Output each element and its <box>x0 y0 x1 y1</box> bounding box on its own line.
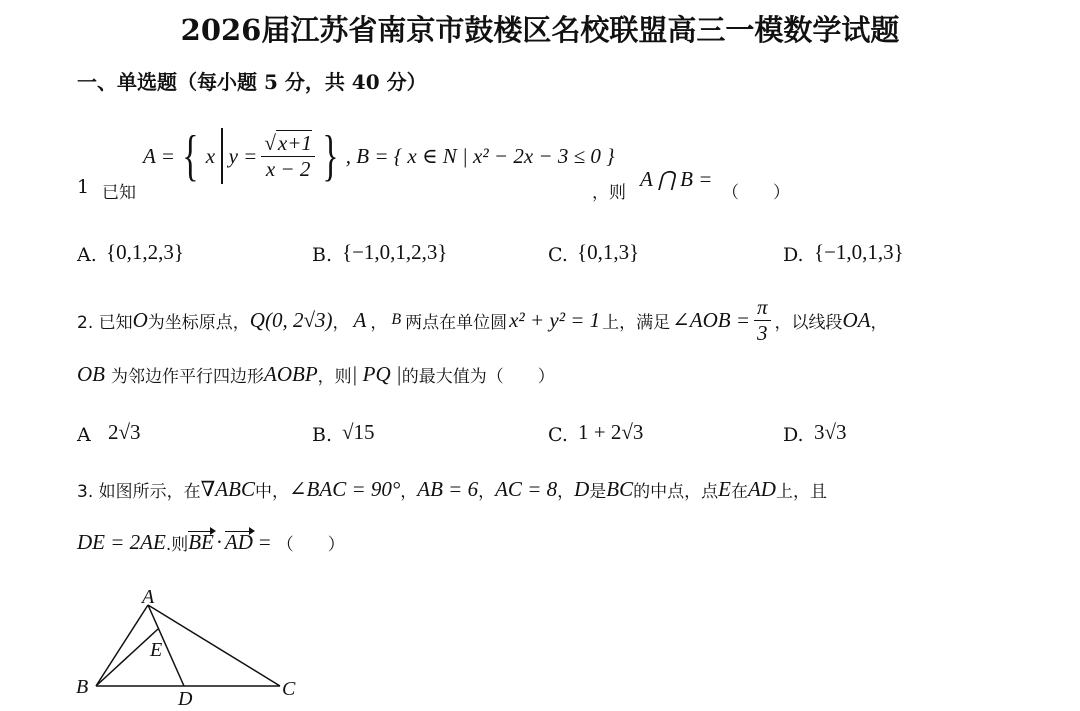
q1-set-a-y: y = <box>228 143 258 168</box>
q3-line-1 <box>77 477 827 502</box>
q2-text-8: ， <box>870 312 888 333</box>
q2-pq: | PQ | <box>351 362 402 386</box>
q3-text-4: ， <box>478 482 496 502</box>
q2-b: B <box>391 311 402 328</box>
q2-text-11: 的最大值为（ ） <box>401 367 555 387</box>
q3-ab: AB = 6 <box>417 477 479 501</box>
q3-triangle-figure <box>70 583 310 708</box>
label-c: C <box>282 678 296 700</box>
q3-vector-be: BE <box>188 530 214 554</box>
q1-set-b: , B = { x ∈ N | x² − 2x − 3 ≤ 0 } <box>345 143 615 168</box>
q2-pi-num: π <box>754 295 771 321</box>
q3-dot: · <box>215 530 223 554</box>
q2-option-d-label[interactable]: D. <box>783 424 804 446</box>
set-divider <box>221 128 223 184</box>
q1-set-a-x: x <box>205 143 216 168</box>
q2-angle: ∠AOB = <box>672 307 751 332</box>
q3-d: D <box>574 477 590 501</box>
q1-option-a-value[interactable]: {0,1,2,3} <box>106 240 184 264</box>
edge-ac <box>148 605 280 686</box>
q2-text-5: 两点在单位圆 <box>405 312 508 333</box>
q1-ask: A ⋂ B = <box>640 167 713 191</box>
q3-text-7: 的中点，点 <box>633 482 719 502</box>
q1-blank: （ ） <box>722 183 790 203</box>
q1-option-d-value[interactable]: {−1,0,1,3} <box>814 240 904 264</box>
q1-option-c-value[interactable]: {0,1,3} <box>577 240 640 264</box>
q2-option-d-value[interactable]: 3√3 <box>814 420 847 444</box>
q2-text-4: ， <box>370 312 388 333</box>
q3-line-2 <box>77 530 345 555</box>
q2-option-b-value[interactable]: √15 <box>342 420 375 444</box>
q1-option-c-label[interactable]: C. <box>548 244 568 266</box>
q1-set-a-lhs: A = <box>143 143 175 168</box>
q2-line-1 <box>77 292 888 348</box>
q1-option-d-label[interactable]: D. <box>783 244 804 266</box>
q3-equals: = <box>258 530 271 554</box>
q3-text-3: ， <box>400 482 418 502</box>
q2-pi-fraction <box>754 295 771 346</box>
q2-option-a-value[interactable]: 2√3 <box>108 420 141 444</box>
q3-bc: BC <box>606 477 634 501</box>
q2-q-point: Q(0, 2√3) <box>249 307 333 332</box>
q2-text-6: 上，满足 <box>602 312 671 333</box>
q1-fraction: $\frac{√x+1}{x - 2}$ <box>261 131 315 182</box>
q1-fraction-num: x+1 <box>277 130 312 155</box>
q3-vector-ad: AD <box>224 530 253 554</box>
q1-option-a-label[interactable]: A. <box>77 244 97 266</box>
q3-text-6: 是 <box>589 482 607 502</box>
q2-option-b-label[interactable]: B. <box>312 424 333 446</box>
q1-number: 1 <box>77 176 90 198</box>
q2-text-2: 为坐标原点， <box>147 312 250 333</box>
q2-option-a-label[interactable]: A <box>77 424 91 446</box>
q1-option-b-value[interactable]: {−1,0,1,2,3} <box>342 240 448 264</box>
q2-text-7: ，以线段 <box>774 312 843 333</box>
q2-text-10: ，则 <box>317 367 352 387</box>
section-heading: 一、单选题（每小题 5 分，共 40 分） <box>77 70 427 94</box>
q3-text-5: ， <box>557 482 575 502</box>
label-a: A <box>142 586 155 608</box>
q3-e: E <box>718 477 731 501</box>
q3-angle-bac: ∠BAC = 90° <box>288 477 401 501</box>
q2-text-9: 为邻边作平行四边形 <box>111 367 264 387</box>
q2-circle: x² + y² = 1 <box>509 307 601 332</box>
q1-option-b-label[interactable]: B. <box>312 244 333 266</box>
q3-text-9: 上，且 <box>775 482 827 502</box>
q3-blank: （ ） <box>276 535 345 555</box>
q1-fraction-den: x − 2 <box>265 156 311 181</box>
q2-option-c-label[interactable]: C. <box>548 424 568 446</box>
q1-prefix: 已知 <box>102 183 136 203</box>
label-e: E <box>150 639 163 661</box>
page-title: 2026届江苏省南京市鼓楼区名校联盟高三一模数学试题 <box>180 13 900 47</box>
q3-ad: AD <box>747 477 776 501</box>
q3-text-8: 在 <box>730 482 748 502</box>
q2-ob: OB <box>77 362 105 386</box>
q2-text-3: ， <box>332 312 350 333</box>
q2-aobp: AOBP <box>264 362 318 386</box>
q3-text-1: 3. 如图所示，在 <box>77 482 201 502</box>
q1-set-definition: A = { x y = $\frac{√x+1}{x - 2}$ } , B = { x ∈ N | x² − 2x − 3 ≤ 0 } <box>143 125 615 187</box>
q2-option-c-value[interactable]: 1 + 2√3 <box>578 420 644 444</box>
q3-de: DE = 2AE <box>77 530 166 554</box>
q3-triangle: ∇ABC <box>200 477 255 501</box>
q3-ac: AC = 8 <box>495 477 558 501</box>
q2-o: O <box>132 307 148 332</box>
q2-text-1: 2. 已知 <box>77 312 133 333</box>
label-d: D <box>178 688 193 708</box>
q3-text-10: .则 <box>165 535 189 555</box>
q1-suffix: ，则 <box>592 183 626 203</box>
q2-oa: OA <box>842 307 871 332</box>
q2-a: A <box>353 307 367 332</box>
label-b: B <box>76 676 89 698</box>
q3-text-2: 中， <box>254 482 289 502</box>
q2-line-2 <box>77 362 555 387</box>
q2-pi-den: 3 <box>757 320 768 345</box>
